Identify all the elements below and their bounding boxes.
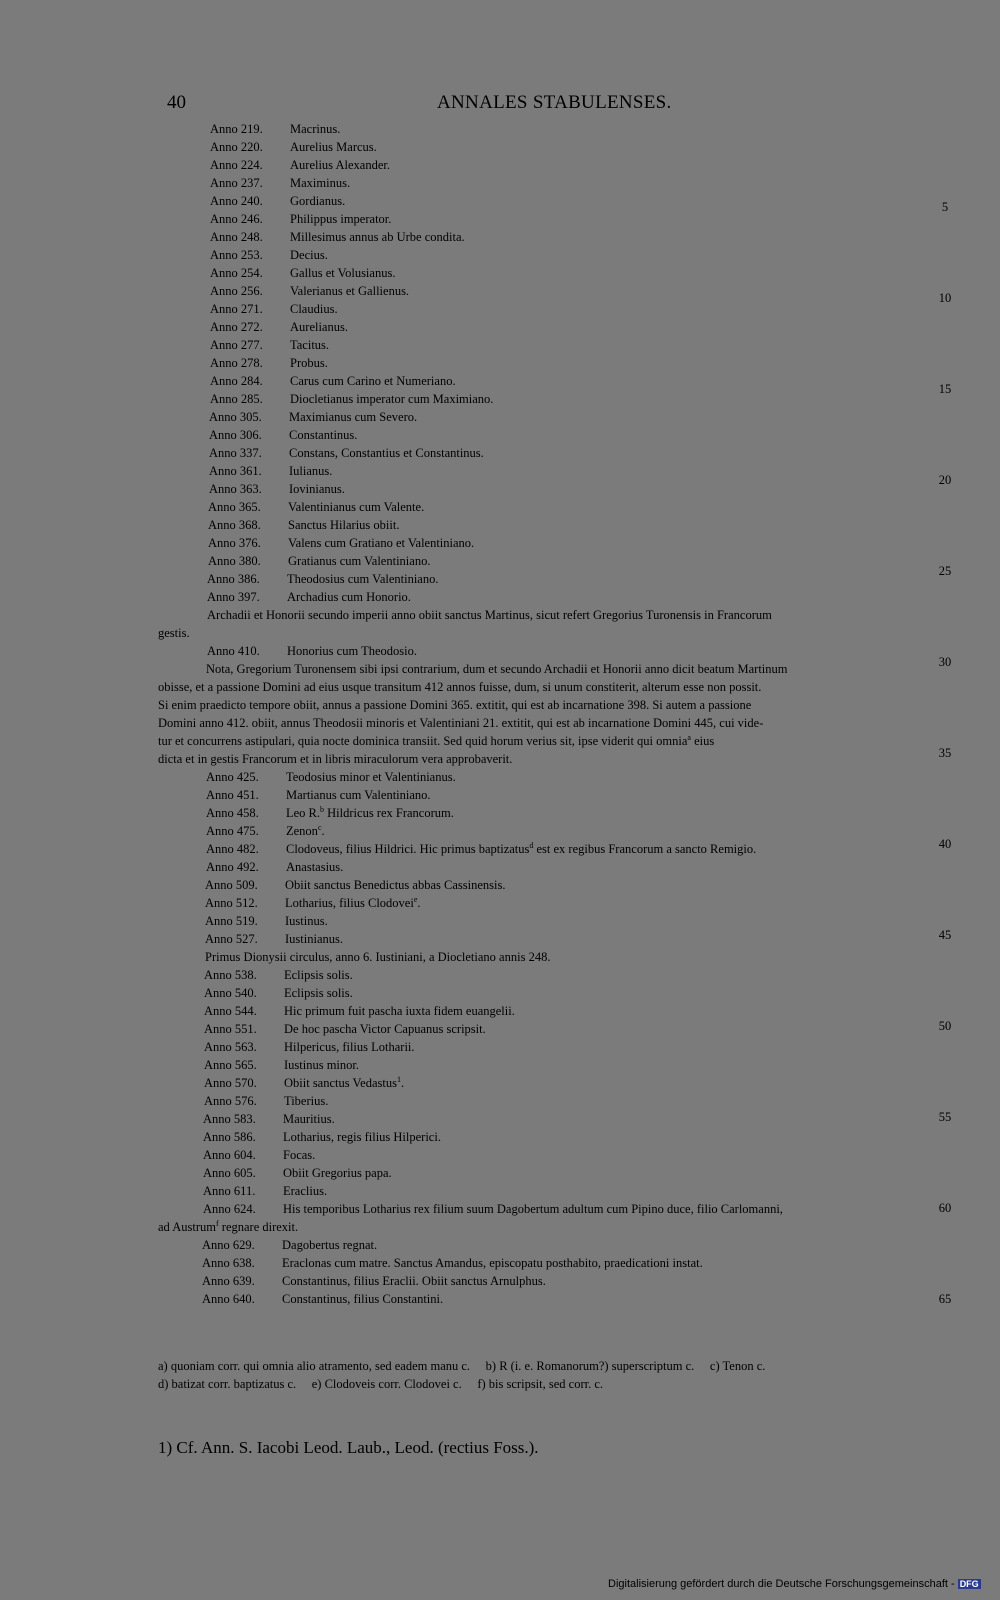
entry-text: De hoc pascha Victor Capuanus scripsit. — [284, 1022, 486, 1036]
footnote-marker: 1 — [396, 1074, 401, 1084]
annal-entry — [210, 336, 329, 354]
entry-text: Maximianus cum Severo. — [289, 410, 418, 424]
entry-text: Zenon — [286, 824, 318, 838]
annal-entry — [202, 1272, 546, 1290]
entry-year: Anno 410. — [207, 644, 260, 658]
running-title: ANNALES STABULENSES. — [437, 92, 672, 113]
entry-text: Si enim praedicto tempore obiit, annus a passione Domini 365. extitit, qui est ab incarnatione 398. Si autem a passione — [158, 698, 752, 712]
entry-text: Valens cum Gratiano et Valentiniano. — [288, 536, 475, 550]
entry-text: Lotharius, filius Clodovei — [285, 896, 414, 910]
entry-year: Anno 565. — [204, 1058, 257, 1072]
entry-text-continued: eius — [690, 734, 715, 748]
margin-line-number: 60 — [938, 1201, 952, 1215]
text-line — [158, 714, 940, 732]
text-line — [158, 624, 940, 642]
annal-entry — [210, 228, 465, 246]
entry-text: ad Austrum — [158, 1220, 216, 1234]
footnote-marker: e — [413, 894, 418, 904]
entry-text: Aurelianus. — [290, 320, 348, 334]
entry-text: Archadius cum Honorio. — [287, 590, 411, 604]
annal-entry — [210, 354, 328, 372]
entry-year: Anno 246. — [210, 212, 263, 226]
entry-text: Theodosius cum Valentiniano. — [287, 572, 439, 586]
annal-entry — [206, 858, 343, 876]
annal-entry — [209, 426, 357, 444]
annal-entry — [206, 786, 431, 804]
entry-text: Obiit sanctus Vedastus — [284, 1076, 397, 1090]
entry-text: Maximinus. — [290, 176, 351, 190]
entry-year: Anno 540. — [204, 986, 257, 1000]
entry-year: Anno 277. — [210, 338, 263, 352]
entry-text: Eraclonas cum matre. Sanctus Amandus, episcopatu posthabito, praedicationi instat. — [282, 1256, 703, 1270]
entry-year: Anno 361. — [209, 464, 262, 478]
text-line — [206, 660, 788, 678]
annal-entry — [202, 1290, 443, 1308]
annal-entry — [204, 1092, 328, 1110]
annal-entry — [206, 804, 454, 822]
entry-year: Anno 639. — [202, 1274, 255, 1288]
entry-text: Iustinus minor. — [284, 1058, 360, 1072]
annal-entry — [204, 984, 353, 1002]
text-line — [158, 696, 940, 714]
annal-entry — [210, 372, 456, 390]
entry-text-continued: regnare direxit. — [218, 1220, 299, 1234]
entry-year: Anno 570. — [204, 1076, 257, 1090]
entry-text: Gallus et Volusianus. — [290, 266, 396, 280]
text-line — [205, 948, 550, 966]
annal-entry — [206, 768, 456, 786]
entry-year: Anno 512. — [205, 896, 258, 910]
annal-entry — [204, 1038, 415, 1056]
margin-line-number: 45 — [938, 928, 952, 942]
annal-entry — [208, 534, 474, 552]
entry-year: Anno 256. — [210, 284, 263, 298]
entry-year: Anno 425. — [206, 770, 259, 784]
entry-text: obisse, et a passione Domini ad eius usque transitum 412 annos fuisse, dum, si unum constiterit, alterum esse non possit. — [158, 680, 762, 694]
page-number: 40 — [167, 92, 186, 113]
entry-text: Constantinus, filius Constantini. — [282, 1292, 444, 1306]
entry-year: Anno 605. — [203, 1166, 256, 1180]
entry-year: Anno 624. — [203, 1202, 256, 1216]
entry-year: Anno 563. — [204, 1040, 257, 1054]
entry-text: Iustinianus. — [285, 932, 343, 946]
annal-entry — [209, 444, 484, 462]
entry-year: Anno 376. — [208, 536, 261, 550]
annal-entry — [209, 462, 332, 480]
entry-year: Anno 284. — [210, 374, 263, 388]
footnote-marker: c — [317, 822, 322, 832]
entry-year: Anno 278. — [210, 356, 263, 370]
entry-text: Honorius cum Theodosio. — [287, 644, 417, 658]
margin-line-number: 10 — [938, 291, 952, 305]
entry-text: Aurelius Alexander. — [290, 158, 390, 172]
entry-text: Iovinianus. — [289, 482, 345, 496]
entry-text: Hilpericus, filius Lotharii. — [284, 1040, 415, 1054]
entry-text: Clodoveus, filius Hildrici. Hic primus baptizatus — [286, 842, 530, 856]
entry-year: Anno 638. — [202, 1256, 255, 1270]
entry-text: Nota, Gregorium Turonensem sibi ipsi contrarium, dum et secundo Archadii et Honorii anno dicit beatum Martinum — [206, 662, 788, 676]
entry-year: Anno 583. — [203, 1112, 256, 1126]
entry-text: Macrinus. — [290, 122, 341, 136]
annal-entry — [206, 840, 756, 858]
annal-entry — [210, 318, 348, 336]
text-line — [158, 750, 940, 768]
entry-year: Anno 380. — [208, 554, 261, 568]
annal-entry — [210, 282, 409, 300]
entry-year: Anno 253. — [210, 248, 263, 262]
entry-year: Anno 337. — [209, 446, 262, 460]
annal-entry — [208, 498, 424, 516]
entry-text: Aurelius Marcus. — [290, 140, 377, 154]
margin-line-number: 65 — [938, 1292, 952, 1306]
entry-year: Anno 363. — [209, 482, 262, 496]
entry-year: Anno 368. — [208, 518, 261, 532]
annal-entry — [210, 246, 328, 264]
text-line — [207, 606, 772, 624]
annal-entry — [210, 138, 377, 156]
entry-year: Anno 397. — [207, 590, 260, 604]
annal-entry — [203, 1128, 441, 1146]
entry-year: Anno 475. — [206, 824, 259, 838]
annal-entry — [210, 264, 395, 282]
margin-line-number: 35 — [938, 746, 952, 760]
entry-year: Anno 551. — [204, 1022, 257, 1036]
annal-entry — [205, 912, 328, 930]
annal-entry — [210, 120, 340, 138]
entry-text: Claudius. — [290, 302, 338, 316]
entry-year: Anno 254. — [210, 266, 263, 280]
entry-text: Diocletianus imperator cum Maximiano. — [290, 392, 494, 406]
margin-line-number: 15 — [938, 382, 952, 396]
annal-entry — [210, 390, 493, 408]
annal-entry — [210, 192, 345, 210]
entry-year: Anno 285. — [210, 392, 263, 406]
entry-text: Millesimus annus ab Urbe condita. — [290, 230, 465, 244]
annal-entry — [202, 1254, 703, 1272]
entry-text: Anastasius. — [286, 860, 344, 874]
footer-text: Digitalisierung gefördert durch die Deutsche Forschungsgemeinschaft - — [608, 1578, 955, 1590]
entry-text: gestis. — [158, 626, 190, 640]
margin-line-number: 50 — [938, 1019, 952, 1033]
footnote: 1) Cf. Ann. S. Iacobi Leod. Laub., Leod. (rectius Foss.). — [158, 1438, 539, 1457]
entry-text: Decius. — [290, 248, 328, 262]
annal-entry — [209, 480, 345, 498]
annal-entry — [203, 1182, 327, 1200]
entry-year: Anno 220. — [210, 140, 263, 154]
entry-text: Dagobertus regnat. — [282, 1238, 378, 1252]
annal-entry — [204, 966, 353, 984]
entry-year: Anno 240. — [210, 194, 263, 208]
entry-text: His temporibus Lotharius rex filium suum Dagobertum adultum cum Pipino duce, filio Carlomanni, — [283, 1202, 783, 1216]
annal-entry — [207, 642, 417, 660]
entry-text: tur et concurrens astipulari, quia nocte dominica transiit. Sed quid horum verius sit, ipse viderit qui omnia — [158, 734, 688, 748]
entry-text-continued: est ex regibus Francorum a sancto Remigio. — [533, 842, 757, 856]
entry-text: Lotharius, regis filius Hilperici. — [283, 1130, 441, 1144]
entry-year: Anno 451. — [206, 788, 259, 802]
annal-entry — [202, 1236, 377, 1254]
entry-text: Eclipsis solis. — [284, 968, 353, 982]
entry-text: Eraclius. — [283, 1184, 328, 1198]
entry-text: Constantinus. — [289, 428, 358, 442]
entry-text: Focas. — [283, 1148, 316, 1162]
entry-text: Constantinus, filius Eraclii. Obiit sanctus Arnulphus. — [282, 1274, 546, 1288]
entry-text: Tacitus. — [290, 338, 330, 352]
entry-text: Iustinus. — [285, 914, 328, 928]
entry-text: Constans, Constantius et Constantinus. — [289, 446, 484, 460]
footnote-marker: f — [215, 1218, 219, 1228]
margin-line-number: 25 — [938, 564, 952, 578]
entry-text: Archadii et Honorii secundo imperii anno obiit sanctus Martinus, sicut refert Gregorius Turonensis in Francorum — [207, 608, 772, 622]
annal-entry — [210, 300, 338, 318]
text-line — [158, 678, 940, 696]
annal-entry — [206, 822, 325, 840]
entry-text: Eclipsis solis. — [284, 986, 353, 1000]
entry-text-continued: . — [321, 824, 325, 838]
annal-entry — [204, 1020, 486, 1038]
entry-text-continued: . — [417, 896, 421, 910]
annal-entry — [207, 570, 438, 588]
entry-year: Anno 544. — [204, 1004, 257, 1018]
footnote-marker: d — [529, 840, 534, 850]
entry-year: Anno 224. — [210, 158, 263, 172]
entry-text: Philippus imperator. — [290, 212, 392, 226]
text-line — [158, 1218, 940, 1236]
entry-text: Martianus cum Valentiniano. — [286, 788, 431, 802]
entry-text: Domini anno 412. obiit, annus Theodosii minoris et Valentiniani 21. extitit, qui est ab incarnatione Domini 445, cui vide- — [158, 716, 764, 730]
entry-year: Anno 306. — [209, 428, 262, 442]
annal-entry — [203, 1164, 392, 1182]
entry-text: Obiit sanctus Benedictus abbas Cassinensis. — [285, 878, 506, 892]
entry-text: Hic primum fuit pascha iuxta fidem euangelii. — [284, 1004, 515, 1018]
annal-entry — [205, 876, 505, 894]
entry-text-continued: Hildricus rex Francorum. — [324, 806, 454, 820]
entry-year: Anno 271. — [210, 302, 263, 316]
entry-year: Anno 365. — [208, 500, 261, 514]
digitization-footer — [608, 1578, 981, 1590]
annal-entry — [210, 174, 350, 192]
annal-entry — [204, 1074, 404, 1092]
margin-line-number: 55 — [938, 1110, 952, 1124]
entry-year: Anno 237. — [210, 176, 263, 190]
entry-year: Anno 576. — [204, 1094, 257, 1108]
apparatus-line: d) batizat corr. baptizatus c. e) Clodoveis corr. Clodovei c. f) bis scripsit, sed corr. c. — [158, 1377, 604, 1391]
entry-text: Leo R. — [286, 806, 321, 820]
entry-text: Primus Dionysii circulus, anno 6. Iustiniani, a Diocletiano annis 248. — [205, 950, 551, 964]
entry-year: Anno 527. — [205, 932, 258, 946]
entry-text: Gordianus. — [290, 194, 346, 208]
annal-entry — [208, 552, 430, 570]
entry-text: Probus. — [290, 356, 328, 370]
margin-line-number: 5 — [941, 200, 949, 214]
annal-entry — [209, 408, 417, 426]
entry-text: Iulianus. — [289, 464, 333, 478]
entry-year: Anno 509. — [205, 878, 258, 892]
annal-entry — [203, 1200, 783, 1218]
annal-entry — [203, 1146, 315, 1164]
entry-year: Anno 492. — [206, 860, 259, 874]
entry-text: Valerianus et Gallienus. — [290, 284, 410, 298]
entry-text: Gratianus cum Valentiniano. — [288, 554, 431, 568]
entry-text: Obiit Gregorius papa. — [283, 1166, 392, 1180]
margin-line-number: 20 — [938, 473, 952, 487]
entry-text: Carus cum Carino et Numeriano. — [290, 374, 456, 388]
entry-year: Anno 640. — [202, 1292, 255, 1306]
entry-year: Anno 272. — [210, 320, 263, 334]
annal-entry — [205, 894, 421, 912]
entry-text: Mauritius. — [283, 1112, 335, 1126]
text-line — [158, 732, 940, 750]
annal-entry — [207, 588, 411, 606]
entry-year: Anno 386. — [207, 572, 260, 586]
entry-text: Teodosius minor et Valentinianus. — [286, 770, 456, 784]
footnote-marker: b — [320, 804, 325, 814]
annal-entry — [203, 1110, 335, 1128]
entry-year: Anno 219. — [210, 122, 263, 136]
entry-text: Sanctus Hilarius obiit. — [288, 518, 400, 532]
entry-year: Anno 629. — [202, 1238, 255, 1252]
entry-year: Anno 248. — [210, 230, 263, 244]
annal-entry — [205, 930, 343, 948]
entry-text: dicta et in gestis Francorum et in libris miraculorum vera approbaverit. — [158, 752, 513, 766]
entry-text-continued: . — [400, 1076, 405, 1090]
entry-year: Anno 611. — [203, 1184, 256, 1198]
annal-entry — [210, 156, 390, 174]
entry-year: Anno 458. — [206, 806, 259, 820]
dfg-logo: DFG — [959, 1579, 979, 1590]
annal-entry — [204, 1056, 359, 1074]
footnote-marker: a — [687, 732, 691, 742]
annal-entry — [208, 516, 399, 534]
annal-entry — [204, 1002, 515, 1020]
entry-year: Anno 519. — [205, 914, 258, 928]
apparatus-line: a) quoniam corr. qui omnia alio atramento, sed eadem manu c. b) R (i. e. Romanorum?) superscriptum c. c) Tenon c. — [158, 1359, 766, 1373]
entry-year: Anno 305. — [209, 410, 262, 424]
annal-entry — [210, 210, 391, 228]
margin-line-number: 40 — [938, 837, 952, 851]
entry-year: Anno 538. — [204, 968, 257, 982]
entry-year: Anno 604. — [203, 1148, 256, 1162]
entry-text: Valentinianus cum Valente. — [288, 500, 425, 514]
margin-line-number: 30 — [938, 655, 952, 669]
entry-year: Anno 586. — [203, 1130, 256, 1144]
entry-text: Tiberius. — [284, 1094, 329, 1108]
entry-year: Anno 482. — [206, 842, 259, 856]
